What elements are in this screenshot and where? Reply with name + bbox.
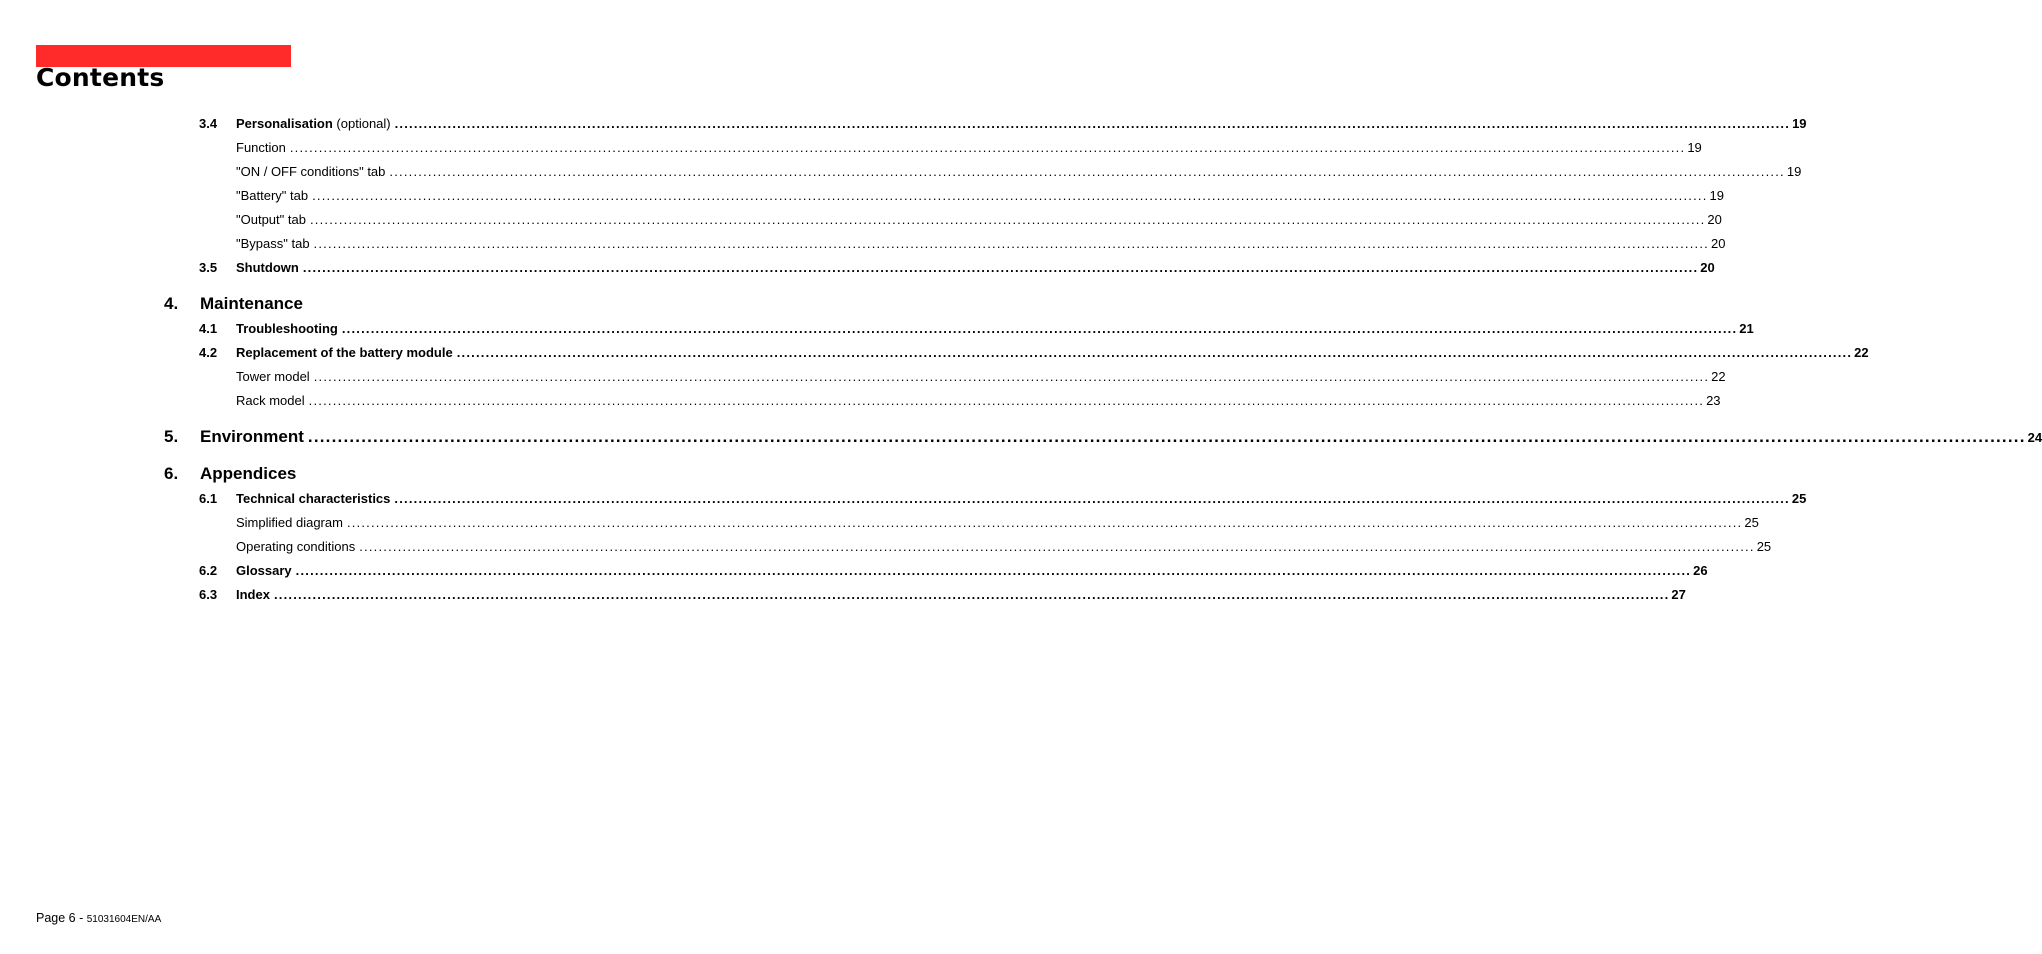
toc-number: 6.1 — [199, 491, 218, 506]
toc-label: Troubleshooting — [236, 321, 338, 336]
toc-label: "ON / OFF conditions" tab — [236, 164, 386, 179]
toc-leader — [394, 491, 1789, 506]
toc-number: 3.5 — [199, 260, 218, 275]
toc-leader — [312, 188, 1707, 203]
toc-number: 6.3 — [199, 587, 218, 602]
toc-page: 19 — [1792, 116, 1807, 131]
toc-label: Personalisation (optional) — [236, 116, 391, 131]
toc-entry-3-5[interactable] — [199, 260, 1715, 275]
toc-leader — [310, 212, 1705, 227]
toc-number: 6.2 — [199, 563, 218, 578]
toc-label: Tower model — [236, 369, 310, 384]
toc-page: 22 — [1854, 345, 1869, 360]
toc-label: Technical characteristics — [236, 491, 391, 506]
toc-entry-4-1[interactable] — [199, 321, 1754, 336]
toc-entry-simplified-diagram[interactable] — [236, 515, 1759, 530]
toc-entry-on-off-tab[interactable] — [236, 164, 1802, 179]
toc-number: 4.1 — [199, 321, 218, 336]
toc-label: Simplified diagram — [236, 515, 343, 530]
toc-entry-3-4[interactable] — [199, 116, 1807, 131]
toc-chapter-4[interactable] — [164, 294, 861, 314]
toc-page: 27 — [1671, 587, 1686, 602]
toc-leader — [347, 515, 1742, 530]
toc-number: 4.2 — [199, 345, 218, 360]
toc-page: 20 — [1710, 236, 1726, 251]
toc-label: Replacement of the battery module — [236, 345, 453, 360]
toc-leader — [457, 345, 1852, 360]
toc-entry-bypass-tab[interactable] — [236, 236, 1726, 251]
toc-entry-6-3[interactable] — [199, 587, 1686, 602]
footer-page-number: Page 6 - — [36, 911, 87, 925]
toc-page: 19 — [1709, 188, 1725, 203]
toc-leader — [303, 260, 1698, 275]
toc-label: "Battery" tab — [236, 188, 309, 203]
toc-label: Rack model — [236, 393, 305, 408]
toc-label: Maintenance — [200, 294, 303, 313]
toc-number: 5. — [164, 427, 179, 446]
toc-page: 25 — [1744, 515, 1759, 530]
toc-entry-4-2[interactable] — [199, 345, 1869, 360]
toc-page: 20 — [1700, 260, 1715, 275]
toc-label: "Output" tab — [236, 212, 306, 227]
toc-leader — [342, 321, 1737, 336]
toc-entry-output-tab[interactable] — [236, 212, 1722, 227]
toc-chapter-5[interactable] — [164, 427, 2042, 447]
toc-leader — [359, 539, 1754, 554]
toc-entry-6-1[interactable] — [199, 491, 1807, 506]
toc-page: 19 — [1786, 164, 1802, 179]
toc-page: 24 — [2027, 430, 2042, 445]
toc-label: Index — [236, 587, 270, 602]
toc-leader — [296, 563, 1691, 578]
toc-leader — [314, 236, 1709, 251]
toc-label: Function — [236, 140, 286, 155]
toc-leader — [308, 427, 2026, 447]
toc-page: 23 — [1706, 393, 1721, 408]
toc-page: 21 — [1739, 321, 1754, 336]
toc-page: 19 — [1687, 140, 1702, 155]
toc-leader — [314, 369, 1709, 384]
toc-page: 25 — [1756, 539, 1772, 554]
toc-label: "Bypass" tab — [236, 236, 310, 251]
toc-number: 3.4 — [199, 116, 218, 131]
toc-leader — [389, 164, 1784, 179]
toc-label: Appendices — [200, 464, 297, 483]
page-footer — [36, 911, 161, 925]
toc-leader — [395, 116, 1790, 131]
toc-label: Environment — [200, 427, 304, 446]
toc-label: Glossary — [236, 563, 292, 578]
toc-entry-rack-model[interactable] — [236, 393, 1721, 408]
toc-page: 20 — [1707, 212, 1722, 227]
toc-page: 22 — [1711, 369, 1726, 384]
toc-number: 6. — [164, 464, 179, 483]
toc-label: Operating conditions — [236, 539, 356, 554]
toc-entry-tower-model[interactable] — [236, 369, 1726, 384]
toc-leader — [290, 140, 1685, 155]
toc-label: Shutdown — [236, 260, 299, 275]
toc-entry-6-2[interactable] — [199, 563, 1708, 578]
toc-leader — [274, 587, 1669, 602]
toc-chapter-6[interactable] — [164, 464, 861, 484]
toc-entry-operating-conditions[interactable] — [236, 539, 1772, 554]
toc-page: 26 — [1693, 563, 1708, 578]
toc-page: 25 — [1791, 491, 1807, 506]
toc-entry-battery-tab[interactable] — [236, 188, 1725, 203]
toc-entry-function[interactable] — [236, 140, 1702, 155]
footer-doc-id: 51031604EN/AA — [86, 914, 162, 925]
page-title: Contents — [36, 63, 165, 92]
toc-leader — [309, 393, 1704, 408]
toc-number: 4. — [164, 294, 179, 313]
